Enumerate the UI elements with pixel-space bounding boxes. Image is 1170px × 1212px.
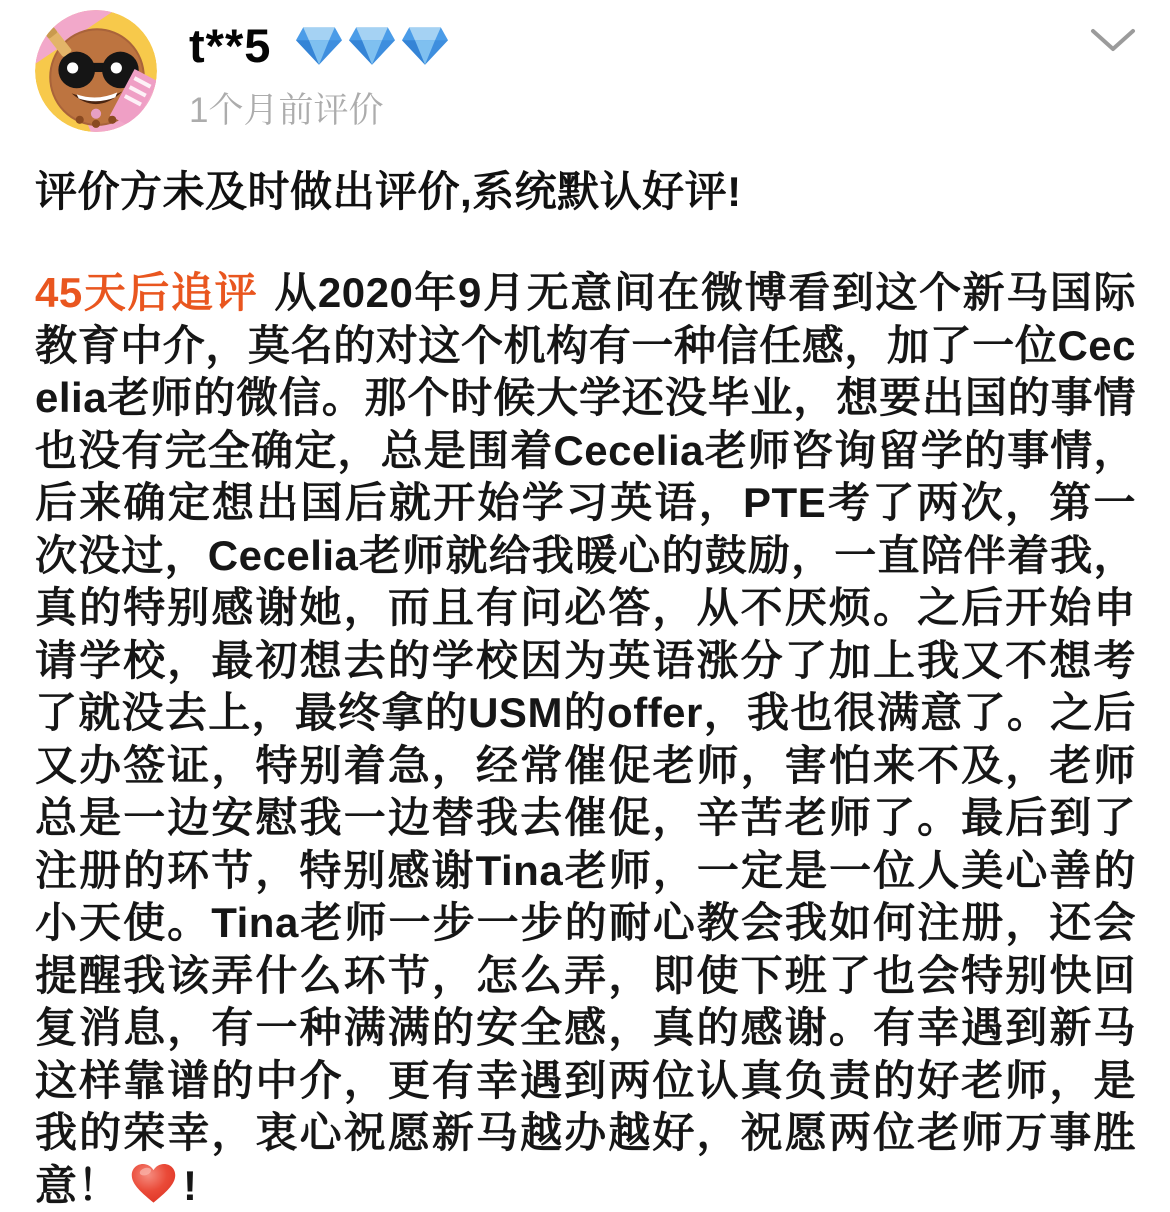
red-heart-icon bbox=[130, 1162, 177, 1205]
avatar[interactable] bbox=[35, 10, 157, 132]
review-body: 从2020年9月无意间在微博看到这个新马国际教育中介，莫名的对这个机构有一种信任感，加了一位Cecelia老师的微信。那个时候大学还没毕业，想要出国的事情也没有完全确定，总是围着Cecelia老师咨询留学的事情，后来确定想出国后就开始学习英语，PTE考了两次，第一次没过，Cecelia老师就给我暖心的鼓励，一直陪伴着我，真的特别感谢她，而且有问必答，从不厌烦。之后开始申请学校，最初想去的学校因为英语涨分了加上我又不想考了就没去上，最终拿的USM的offer，我也很满意了。之后又办签证，特别着急，经常催促老师，害怕来不及，老师总是一边安慰我一边替我去催促，辛苦老师了。最后到了注册的环节，特别感谢Tina老师，一定是一位人美心善的小天使。Tina老师一步一步的耐心教会我如何注册，还会提醒我该弄什么环节，怎么弄，即使下班了也会特别快回复消息，有一种满满的安全感，真的感谢。有幸遇到新马这样靠谱的中介，更有幸遇到两位认真负责的好老师，是我的荣幸，衷心祝愿新马越办越好，祝愿两位老师万事胜意！ bbox=[35, 269, 1137, 1209]
username: t**5 bbox=[189, 19, 272, 72]
avatar-image bbox=[35, 10, 157, 132]
diamond-rank-icon bbox=[399, 23, 451, 69]
review-time: 1个月前评价 bbox=[189, 91, 384, 130]
followup-tag: 45天后追评 bbox=[35, 269, 259, 316]
user-rank-badges bbox=[293, 23, 452, 69]
user-info bbox=[189, 10, 452, 133]
chevron-down-icon[interactable] bbox=[1090, 28, 1136, 54]
default-review-notice: 评价方未及时做出评价,系统默认好评! bbox=[35, 168, 742, 215]
diamond-rank-icon bbox=[346, 23, 398, 69]
review-ending: ! bbox=[183, 1161, 198, 1209]
followup-review-text bbox=[35, 267, 1136, 1212]
review-header bbox=[35, 10, 1136, 133]
diamond-rank-icon bbox=[293, 23, 345, 69]
